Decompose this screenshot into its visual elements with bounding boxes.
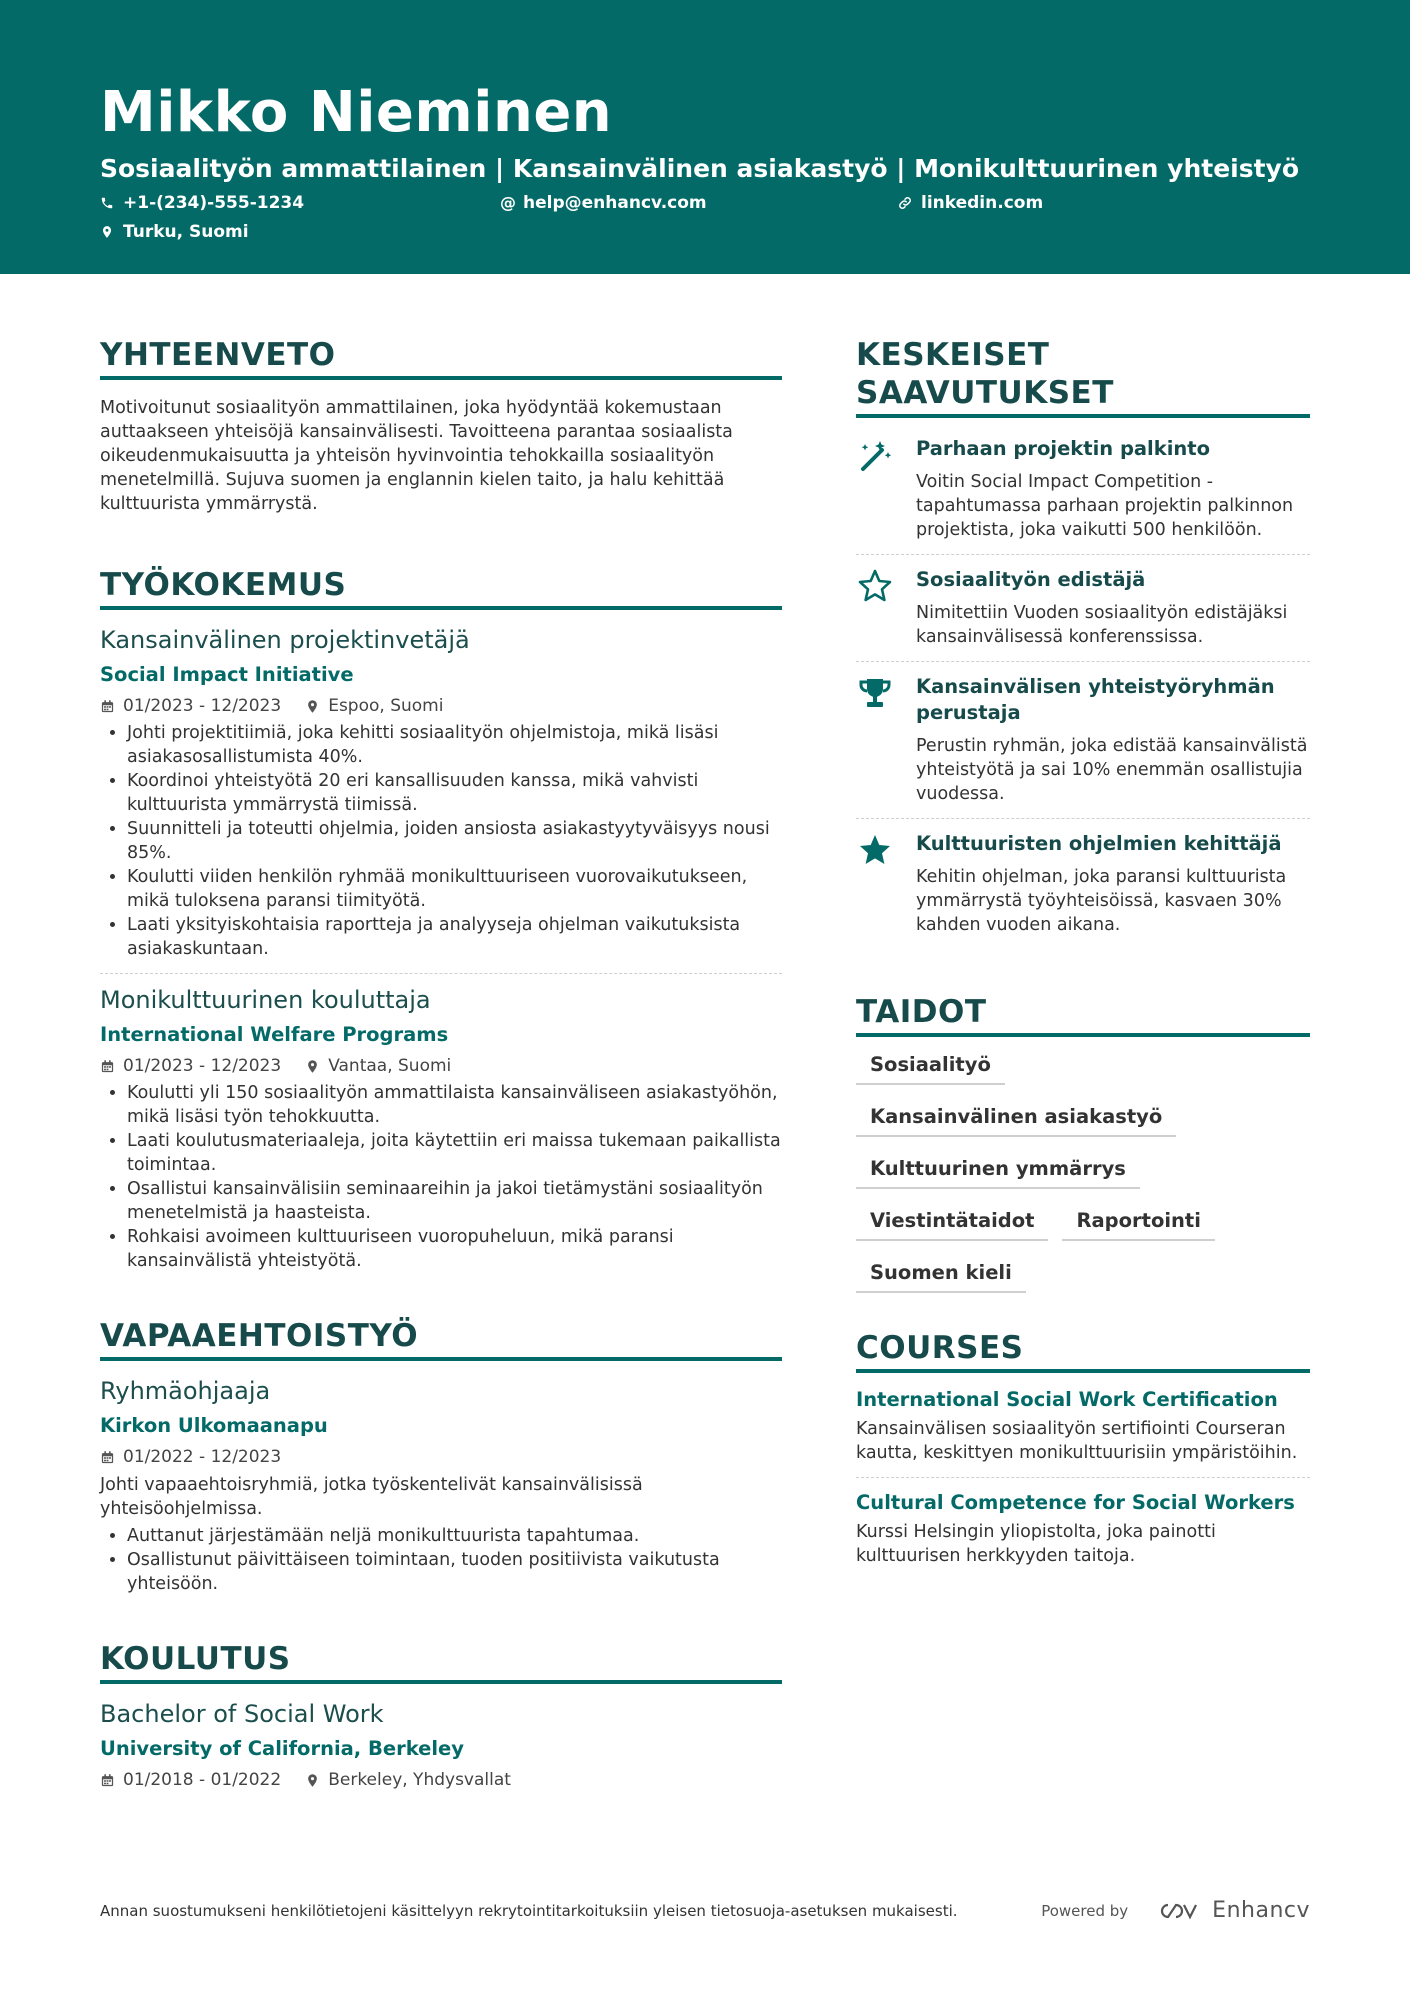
trophy-icon (856, 674, 894, 712)
calendar-icon (100, 1773, 115, 1788)
gdpr-disclaimer: Annan suostumukseni henkilötietojeni käsittelyyn rekrytointitarkoituksiin yleisen tietosuoja-asetuksen mukaisesti. (100, 1901, 958, 1920)
bullet-item: • Auttanut järjestämään neljä monikulttuurista tapahtumaa. (127, 1524, 782, 1548)
at-icon: @ (500, 193, 516, 212)
left-column (100, 336, 782, 1792)
headline: Sosiaalityön ammattilainen | Kansainvälinen asiakastyö | Monikulttuurinen yhteistyö (100, 154, 1300, 183)
bullet-item: • Johti projektitiimiä, joka kehitti sosiaalityön ohjelmistoja, mikä lisäsi asiakasosallistumista 40%. (127, 721, 782, 769)
achievement-item (856, 555, 1310, 661)
phone-text: +1-(234)-555-1234 (123, 193, 305, 213)
experience-entry (100, 984, 782, 1273)
brand-name: Enhancv (1212, 1898, 1310, 1923)
achievement-desc: Kehitin ohjelman, joka paransi kulttuurista ymmärrystä työyhteisöissä, kasvaen 30% kahden vuoden aikana. (916, 867, 1287, 935)
education-dates: 01/2018 - 01/2022 (123, 1770, 282, 1790)
achievements-heading: KESKEISET SAAVUTUKSET (856, 336, 1310, 418)
resume-header (0, 0, 1410, 274)
contact-location (100, 222, 249, 242)
candidate-name: Mikko Nieminen (100, 80, 613, 145)
star-outline-icon (856, 567, 894, 605)
divider (100, 973, 782, 974)
achievement-title: Parhaan projektin palkinto (916, 437, 1210, 460)
skill-tag: Raportointi (1062, 1203, 1214, 1241)
achievement-desc: Voitin Social Impact Competition -tapahtumassa parhaan projektin palkinnon projektista, joka vaikutti 500 henkilöön. (916, 472, 1294, 540)
calendar-icon (100, 1059, 115, 1074)
education-entry (100, 1698, 782, 1792)
enhancv-logo-icon (1154, 1899, 1202, 1923)
location-text: Turku, Suomi (123, 222, 249, 242)
job-location: Espoo, Suomi (328, 696, 444, 716)
location-pin-icon (305, 1773, 320, 1788)
volunteer-bullets (100, 1524, 782, 1596)
bullet-item: • Laati koulutusmateriaaleja, joita käytettiin eri maissa tukemaan paikallista toimintaa. (127, 1129, 782, 1177)
location-pin-icon (100, 225, 114, 239)
volunteer-description: Johti vapaaehtoisryhmiä, jotka työskentelivät kansainvälisissä yhteisöohjelmissa. (100, 1475, 643, 1519)
volunteer-meta (100, 1445, 782, 1469)
volunteer-org: Kirkon Ulkomaanapu (100, 1414, 328, 1437)
job-title: Monikulttuurinen kouluttaja (100, 986, 431, 1014)
right-column (856, 336, 1310, 1568)
company-name: Social Impact Initiative (100, 663, 354, 686)
contact-website[interactable] (898, 193, 1043, 213)
course-desc: Kurssi Helsingin yliopistolta, joka painotti kulttuurisen herkkyyden taitoja. (856, 1522, 1216, 1566)
wand-icon (856, 436, 894, 474)
achievement-title: Kansainvälisen yhteistyöryhmän perustaja (916, 675, 1275, 724)
job-meta (100, 694, 782, 718)
achievement-item (856, 662, 1310, 818)
divider (856, 1477, 1310, 1478)
summary-heading: YHTEENVETO (100, 336, 782, 380)
achievement-item (856, 819, 1310, 949)
company-name: International Welfare Programs (100, 1023, 449, 1046)
course-item (856, 1387, 1310, 1465)
course-title: International Social Work Certification (856, 1388, 1278, 1411)
course-item (856, 1490, 1310, 1568)
location-pin-icon (305, 699, 320, 714)
skills-heading: TAIDOT (856, 993, 1310, 1037)
skill-tag: Kulttuurinen ymmärrys (856, 1151, 1140, 1189)
bullet-item: • Koulutti viiden henkilön ryhmää monikulttuuriseen vuorovaikutukseen, mikä tuloksena paransi tiimityötä. (127, 865, 782, 913)
education-heading: KOULUTUS (100, 1640, 782, 1684)
bullet-item: • Koordinoi yhteistyötä 20 eri kansallisuuden kanssa, mikä vahvisti kulttuurista ymmärrystä tiimissä. (127, 769, 782, 817)
bullet-item: • Koulutti yli 150 sosiaalityön ammattilaista kansainväliseen asiakastyöhön, mikä lisäsi työn tehokkuutta. (127, 1081, 782, 1129)
education-meta (100, 1768, 782, 1792)
contact-phone[interactable] (100, 193, 304, 213)
job-bullets (100, 721, 782, 961)
achievement-item (856, 418, 1310, 554)
bullet-item: • Osallistunut päivittäiseen toimintaan, tuoden positiivista vaikutusta yhteisöön. (127, 1548, 782, 1596)
degree: Bachelor of Social Work (100, 1700, 384, 1728)
achievement-desc: Perustin ryhmän, joka edistää kansainvälistä yhteistyötä ja sai 10% enemmän osallistujia vuodessa. (916, 736, 1308, 804)
achievement-title: Sosiaalityön edistäjä (916, 568, 1146, 591)
volunteer-heading: VAPAAEHTOISTYÖ (100, 1317, 782, 1361)
volunteer-dates: 01/2022 - 12/2023 (123, 1447, 282, 1467)
achievement-title: Kulttuuristen ohjelmien kehittäjä (916, 832, 1282, 855)
location-pin-icon (305, 1059, 320, 1074)
job-title: Kansainvälinen projektinvetäjä (100, 626, 470, 654)
experience-entry (100, 624, 782, 961)
courses-heading: COURSES (856, 1329, 1310, 1373)
bullet-item: • Rohkaisi avoimeen kulttuuriseen vuoropuheluun, mikä paransi kansainvälistä yhteistyötä. (127, 1225, 782, 1273)
bullet-item: • Osallistui kansainvälisiin seminaareihin ja jakoi tietämystäni sosiaalityön menetelmistä ja haasteista. (127, 1177, 782, 1225)
school-name: University of California, Berkeley (100, 1737, 464, 1760)
powered-by[interactable] (1041, 1898, 1310, 1923)
email-text: help@enhancv.com (523, 193, 707, 213)
star-filled-icon (856, 831, 894, 869)
achievement-desc: Nimitettiin Vuoden sosiaalityön edistäjäksi kansainvälisessä konferenssissa. (916, 603, 1288, 647)
skills-list (856, 1047, 1310, 1293)
calendar-icon (100, 699, 115, 714)
job-location: Vantaa, Suomi (328, 1056, 452, 1076)
experience-heading: TYÖKOKEMUS (100, 566, 782, 610)
skill-tag: Viestintätaidot (856, 1203, 1048, 1241)
bullet-item: • Laati yksityiskohtaisia raportteja ja analyyseja ohjelman vaikutuksista asiakaskuntaan. (127, 913, 782, 961)
link-icon (898, 196, 912, 210)
job-bullets (100, 1081, 782, 1273)
summary-text: Motivoitunut sosiaalityön ammattilainen, joka hyödyntää kokemustaan auttaakseen yhteisöjä kansainvälisesti. Tavoitteena parantaa sosiaalista oikeudenmukaisuutta ja yhteisön hyvinvointia tehokkailla sosiaalityön menetelmillä. Sujuva suomen ja englannin kielen taito, ja halu kehittää kulttuurista ymmärrystä. (100, 398, 733, 514)
phone-icon (100, 196, 114, 210)
skill-tag: Suomen kieli (856, 1255, 1026, 1293)
calendar-icon (100, 1450, 115, 1465)
contact-email[interactable] (500, 193, 707, 213)
job-dates: 01/2023 - 12/2023 (123, 696, 282, 716)
volunteer-role: Ryhmäohjaaja (100, 1377, 271, 1405)
volunteer-entry (100, 1375, 782, 1596)
footer (100, 1898, 1310, 1923)
course-desc: Kansainvälisen sosiaalityön sertifiointi Courseran kautta, keskittyen monikulttuurisiin ympäristöihin. (856, 1419, 1298, 1463)
job-meta (100, 1054, 782, 1078)
skill-tag: Kansainvälinen asiakastyö (856, 1099, 1176, 1137)
skill-tag: Sosiaalityö (856, 1047, 1005, 1085)
education-location: Berkeley, Yhdysvallat (328, 1770, 511, 1790)
powered-by-label: Powered by (1041, 1901, 1129, 1920)
website-text: linkedin.com (921, 193, 1044, 213)
job-dates: 01/2023 - 12/2023 (123, 1056, 282, 1076)
bullet-item: • Suunnitteli ja toteutti ohjelmia, joiden ansiosta asiakastyytyväisyys nousi 85%. (127, 817, 782, 865)
course-title: Cultural Competence for Social Workers (856, 1491, 1295, 1514)
